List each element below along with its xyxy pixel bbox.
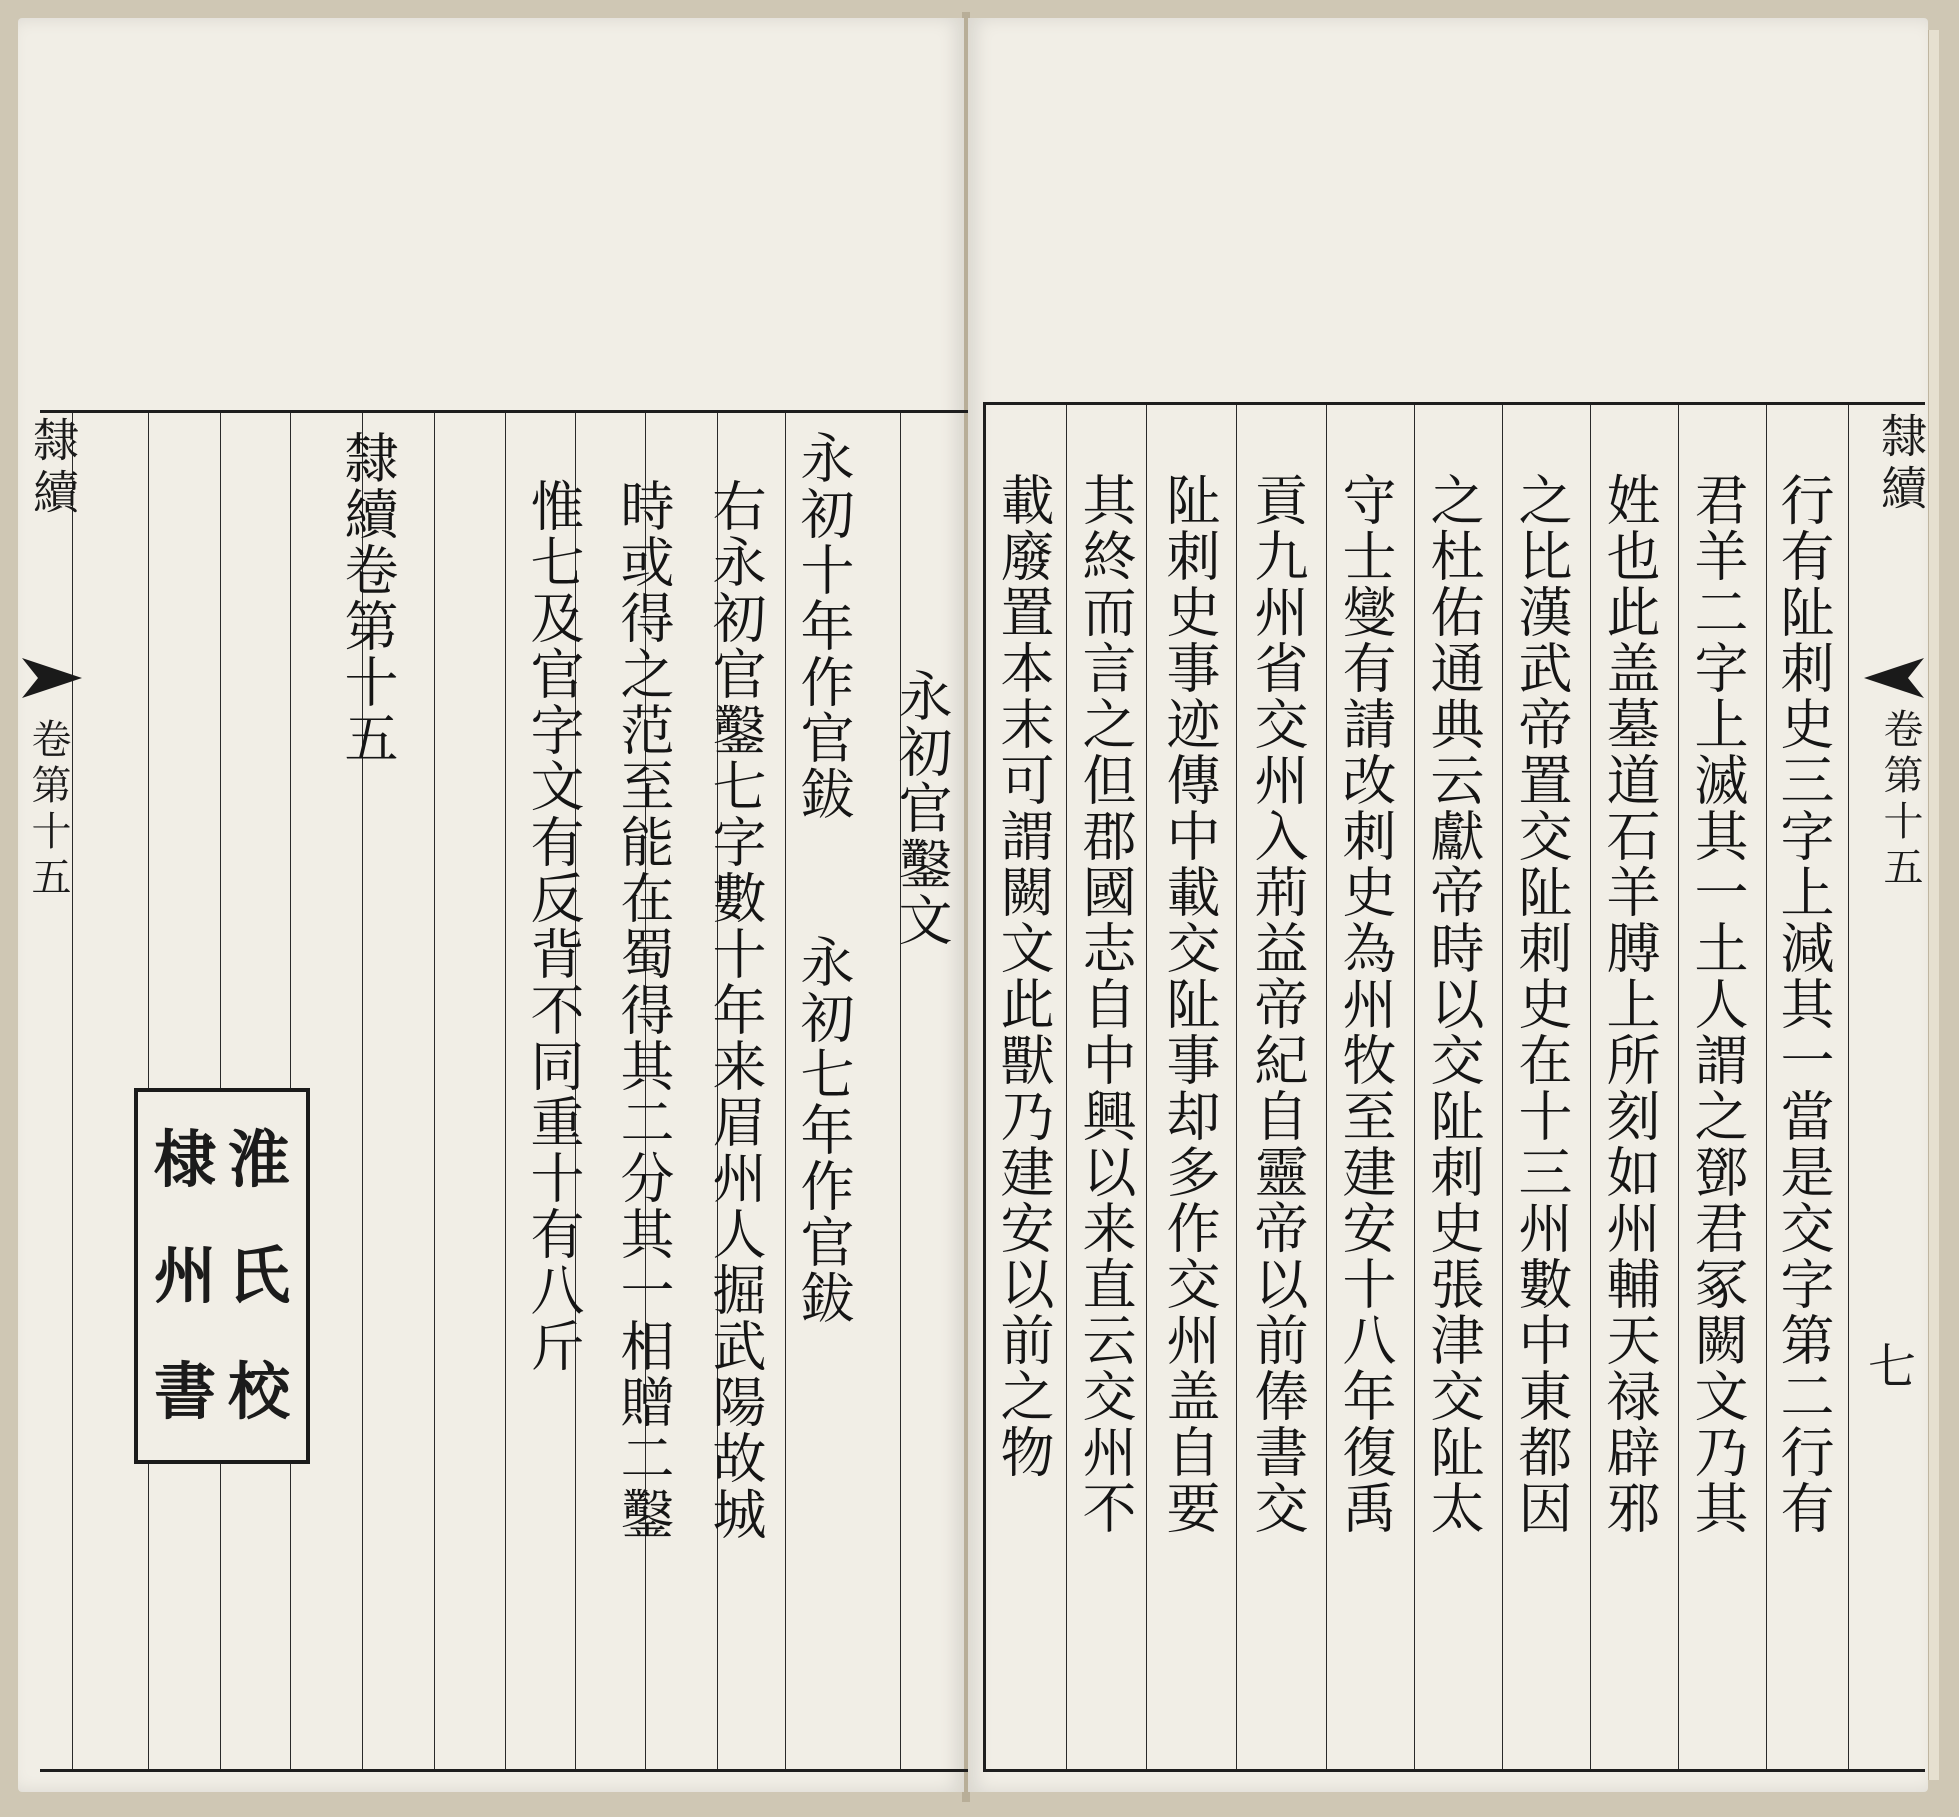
seal-character: 州 xyxy=(153,1239,216,1312)
column-rule xyxy=(785,413,786,1769)
text-column: 之杜佑通典云獻帝時以交阯刺史張津交阯太 xyxy=(1422,472,1485,1536)
text-column: 時或得之范至能在蜀得其二分其一相贈二鑿 xyxy=(612,478,675,1542)
left-page xyxy=(18,18,964,1792)
text-column: 姓也此盖墓道石羊膊上所刻如州輔天禄辟邪 xyxy=(1598,472,1661,1536)
column-rule xyxy=(1236,405,1237,1769)
column-rule xyxy=(1590,405,1591,1769)
text-column: 之比漢武帝置交阯刺史在十三州數中東都因 xyxy=(1510,472,1573,1536)
centerfold-juan: 卷第十五 xyxy=(1877,708,1923,892)
centerfold-juan: 卷第十五 xyxy=(25,718,71,902)
juan-end-title: 隸續卷第十五 xyxy=(336,430,399,766)
column-rule xyxy=(1678,405,1679,1769)
column-rule xyxy=(505,413,506,1769)
column-rule xyxy=(1146,405,1147,1769)
column-rule xyxy=(1848,405,1849,1769)
text-column: 載廢置本末可謂闕文此獸乃建安以前之物 xyxy=(992,472,1055,1480)
fish-tail-mark-icon xyxy=(22,658,82,698)
column-rule xyxy=(434,413,435,1769)
column-rule xyxy=(1502,405,1503,1769)
column-rule xyxy=(1766,405,1767,1769)
collector-seal xyxy=(134,1088,310,1464)
text-column: 行有阯刺史三字上減其一當是交字第二行有 xyxy=(1772,472,1835,1536)
text-column: 君羊二字上滅其一土人謂之鄧君冢闕文乃其 xyxy=(1686,472,1749,1536)
text-column: 惟七及官字文有反背不同重十有八斤 xyxy=(522,478,585,1374)
seal-character: 書 xyxy=(153,1355,216,1428)
column-rule xyxy=(72,413,73,1769)
seal-character: 淮 xyxy=(227,1123,290,1196)
seal-character: 校 xyxy=(227,1355,290,1428)
text-column: 右永初官鑿七字數十年来眉州人掘武陽故城 xyxy=(704,478,767,1542)
column-rule xyxy=(1326,405,1327,1769)
column-rule xyxy=(900,413,901,1769)
folio-number: 七 xyxy=(1868,1339,1917,1395)
page-edge xyxy=(1928,30,1939,1780)
text-column: 永初十年作官鈸 永初七年作官鈸 xyxy=(792,430,855,1326)
column-rule xyxy=(1066,405,1067,1769)
text-column: 貢九州省交州入荊益帝紀自靈帝以前俸書交 xyxy=(1246,472,1309,1536)
column-rule xyxy=(1414,405,1415,1769)
text-column: 阯刺史事迹傳中載交阯事却多作交州盖自要 xyxy=(1158,472,1221,1536)
fish-tail-mark-icon xyxy=(1864,658,1924,698)
text-column: 守士燮有請改刺史為州牧至建安十八年復禹 xyxy=(1334,472,1397,1536)
centerfold-title: 隸續 xyxy=(26,416,80,520)
inscription-title: 永初官鑿文 xyxy=(890,668,953,948)
right-page xyxy=(968,18,1928,1792)
centerfold-title: 隸續 xyxy=(1874,412,1928,516)
text-column: 其終而言之但郡國志自中興以来直云交州不 xyxy=(1074,472,1137,1536)
seal-character: 棣 xyxy=(153,1123,216,1196)
seal-character: 氏 xyxy=(227,1239,290,1312)
